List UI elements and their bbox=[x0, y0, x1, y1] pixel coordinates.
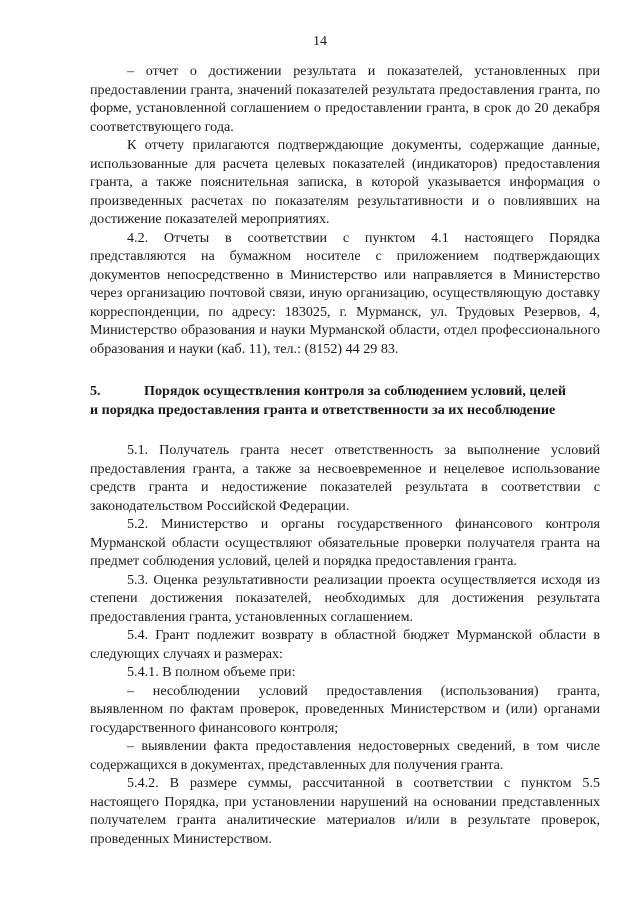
section-number: 5. bbox=[90, 383, 101, 399]
paragraph: 4.2. Отчеты в соответствии с пунктом 4.1 настоящего Порядка представляются на бумажном носителе с приложением подтверждающих документов непосредственно в Министерство или направляется в Министерство через организацию почтовой связи, иную организацию, осуществляющую доставку корреспонденции, по адресу: 183025, г. Мурманск, ул. Трудовых Резервов, 4, Министерство образования и науки Мурманской области, отдел профессионального образования и науки (каб. 11), тел.: (8152) 44 29 83. bbox=[90, 229, 600, 357]
page-number: 14 bbox=[313, 34, 327, 49]
paragraph: 5.1. Получатель гранта несет ответственность за выполнение условий предоставления гранта, а также за несвоевременное и нецелевое использование средств гранта и недостижение показателей результата в соответствии с законодательством Российской Федерации. bbox=[90, 442, 600, 514]
paragraph: 5.3. Оценка результативности реализации проекта осуществляется исходя из степени достижения показателей, необходимых для достижения результата предоставления гранта, установленных соглашением. bbox=[90, 571, 600, 625]
paragraph: 5.4.2. В размере суммы, рассчитанной в соответствии с пунктом 5.5 настоящего Порядка, при установлении нарушений на основании представленных получателем гранта аналитические материалов и/или в результате проверок, проведенных Министерством. bbox=[90, 775, 600, 847]
paragraph: – несоблюдении условий предоставления (использования) гранта, выявленном по фактам проверок, проведенных Министерством и (или) органами государственного финансового контроля; bbox=[90, 682, 600, 736]
paragraph: 5.4. Грант подлежит возврату в областной бюджет Мурманской области в следующих случаях и размерах: bbox=[90, 627, 600, 662]
paragraph: К отчету прилагаются подтверждающие документы, содержащие данные, использованные для расчета целевых показателей (индикаторов) предоставления гранта, а также пояснительная записка, в которой указывается информация о произведенных расчетах по показателям результативности и о повлиявших на достижение показателей мероприятиях. bbox=[90, 137, 600, 227]
section-heading bbox=[90, 382, 600, 419]
section-title-line2: и порядка предоставления гранта и ответственности за их несоблюдение bbox=[90, 401, 556, 418]
section-title-line1: Порядок осуществления контроля за соблюдением условий, целей bbox=[144, 383, 567, 399]
document-body bbox=[90, 62, 600, 848]
paragraph: 5.2. Министерство и органы государственного финансового контроля Мурманской области осуществляют обязательные проверки получателя гранта на предмет соблюдения условий, целей и порядка предоставления гранта. bbox=[90, 516, 600, 569]
paragraph: – выявлении факта предоставления недостоверных сведений, в том числе содержащихся в документах, представленных для получения гранта. bbox=[90, 738, 600, 773]
paragraph: – отчет о достижении результата и показателей, установленных при предоставлении гранта, значений показателей результата предоставления гранта, по форме, установленной соглашением о предоставлении гранта, в срок до 20 декабря соответствующего года. bbox=[90, 63, 600, 135]
paragraph: 5.4.1. В полном объеме при: bbox=[127, 664, 296, 680]
